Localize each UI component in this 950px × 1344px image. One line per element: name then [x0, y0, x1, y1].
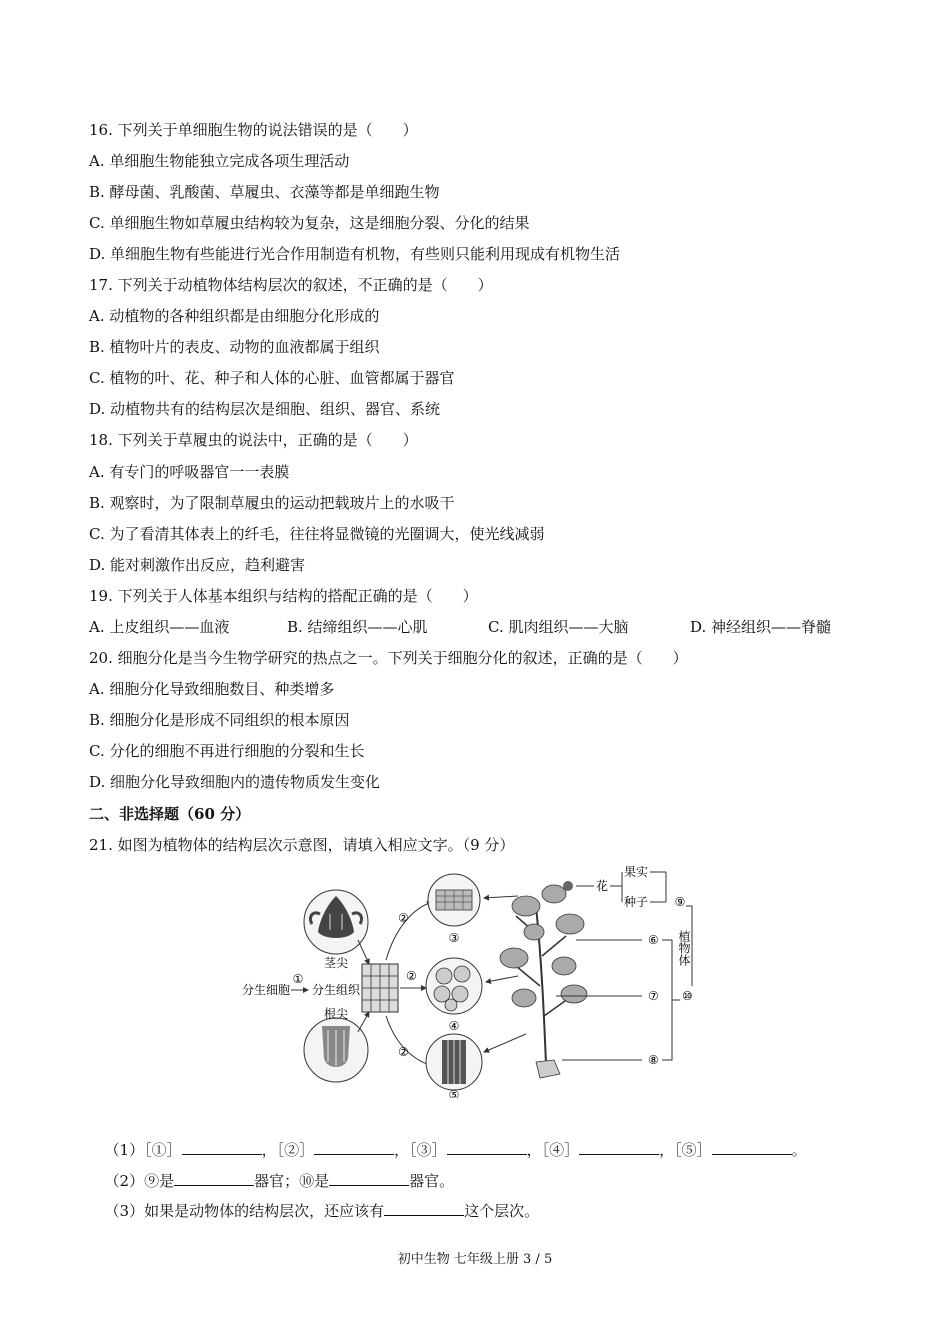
sub2-b: 器官；⑩是: [254, 1172, 330, 1190]
question-17-option-c: C. 植物的叶、花、种子和人体的心脏、血管都属于器官: [89, 369, 455, 387]
question-19-option-a: A. 上皮组织——血液: [89, 618, 230, 636]
question-17-stem: 17. 下列关于动植物体结构层次的叙述，不正确的是（ ）: [89, 276, 493, 294]
question-16-option-d: D. 单细胞生物有些能进行光合作用制造有机物，有些则只能利用现成有机物生活: [89, 245, 621, 263]
label-3: ③: [448, 931, 460, 945]
sub1-item-5: ，［⑤］: [659, 1141, 712, 1159]
stem-tip-illustration: [304, 890, 368, 954]
question-20-option-a: A. 细胞分化导致细胞数目、种类增多: [89, 680, 335, 698]
question-18-stem: 18. 下列关于草履虫的说法中，正确的是（ ）: [89, 431, 418, 449]
sub1-end: 。: [791, 1141, 807, 1159]
sub1-item-4: ，［④］: [526, 1141, 580, 1159]
question-20-option-b: B. 细胞分化是形成不同组织的根本原因: [89, 711, 350, 729]
meristem-tissue-label: 分生组织: [312, 983, 361, 997]
question-20-option-d: D. 细胞分化导致细胞内的遗传物质发生变化: [89, 773, 381, 791]
question-19-option-c: C. 肌肉组织——大脑: [488, 618, 629, 636]
answer-blank-8[interactable]: [384, 1201, 464, 1216]
question-20-option-c: C. 分化的细胞不再进行细胞的分裂和生长: [89, 742, 365, 760]
sub2-c: 器官。: [409, 1172, 455, 1190]
stem-tip-label: 茎尖: [323, 956, 349, 970]
question-21-sub-3: [95, 1181, 539, 1221]
label-2-top: ②: [398, 911, 409, 925]
answer-blank-3[interactable]: [447, 1140, 527, 1155]
label-8: ⑧: [648, 1053, 659, 1067]
section-heading: 二、非选择题（60 分）: [89, 805, 251, 823]
question-19-option-d: D. 神经组织——脊髓: [690, 618, 832, 636]
root-tip-label: 根尖: [323, 1007, 349, 1021]
question-20-stem: 20. 细胞分化是当今生物学研究的热点之一。下列关于细胞分化的叙述，正确的是（ ）: [89, 649, 688, 667]
fruit-label: 果实: [624, 866, 649, 879]
question-16-option-c: C. 单细胞生物如草履虫结构较为复杂，这是细胞分裂、分化的结果: [89, 214, 530, 232]
flower-label: 花: [596, 879, 609, 893]
sub2-a: （2）⑨是: [104, 1172, 175, 1190]
question-18-option-b: B. 观察时，为了限制草履虫的运动把载玻片上的水吸干: [89, 494, 455, 512]
label-1: ①: [292, 972, 304, 986]
label-2-bottom: ②: [398, 1045, 409, 1059]
label-7: ⑦: [648, 989, 659, 1003]
seed-label: 种子: [624, 895, 649, 909]
label-2-mid: ②: [406, 969, 417, 983]
page-footer: 初中生物 七年级上册 3 / 5: [397, 1252, 553, 1267]
question-17-option-d: D. 动植物共有的结构层次是细胞、组织、器官、系统: [89, 400, 441, 418]
question-17-option-b: B. 植物叶片的表皮、动物的血液都属于组织: [89, 338, 380, 356]
question-16-option-a: A. 单细胞生物能独立完成各项生理活动: [89, 152, 350, 170]
tissue-4-illustration: [426, 958, 482, 1014]
sub1-item-2: ，［②］: [261, 1141, 315, 1159]
label-5: ⑤: [448, 1088, 460, 1098]
answer-blank-4[interactable]: [579, 1140, 659, 1155]
label-9: ⑨: [674, 895, 686, 909]
sub1-item-1: ［①］: [144, 1141, 182, 1159]
sub3-b: 这个层次。: [464, 1202, 540, 1220]
question-18-option-c: C. 为了看清其体表上的纤毛，往往将显微镜的光圈调大，使光线减弱: [89, 525, 545, 543]
answer-blank-5[interactable]: [712, 1140, 792, 1155]
question-18-option-d: D. 能对刺激作出反应，趋利避害: [89, 556, 306, 574]
question-21-stem: 21. 如图为植物体的结构层次示意图，请填入相应文字。（9 分）: [89, 836, 515, 854]
sub1-item-3: ，［③］: [394, 1141, 447, 1159]
plant-structure-diagram: [236, 866, 696, 1098]
label-4: ④: [448, 1019, 460, 1033]
question-17-option-a: A. 动植物的各种组织都是由细胞分化形成的: [89, 307, 380, 325]
question-16-option-b: B. 酵母菌、乳酸菌、草履虫、衣藻等都是单细跑生物: [89, 183, 440, 201]
label-6: ⑥: [648, 933, 659, 947]
meristem-tissue-cells: [362, 964, 398, 1012]
question-16-stem: 16. 下列关于单细胞生物的说法错误的是（ ）: [89, 121, 418, 139]
root-tip-illustration: [304, 1018, 368, 1082]
tissue-3-illustration: [428, 874, 480, 926]
sub3-a: （3）如果是动物体的结构层次，还应该有: [104, 1202, 385, 1220]
plant-illustration: [500, 881, 587, 1078]
meristem-cell-label: 分生细胞: [242, 983, 291, 997]
question-19-stem: 19. 下列关于人体基本组织与结构的搭配正确的是（ ）: [89, 587, 478, 605]
question-19-option-b: B. 结缔组织——心肌: [287, 618, 428, 636]
label-10: ⑩: [682, 989, 693, 1003]
plant-body-label: 植物体: [677, 930, 691, 966]
tissue-5-illustration: [426, 1034, 482, 1090]
question-18-option-a: A. 有专门的呼吸器官一一表膜: [89, 463, 290, 481]
sub1-prefix: （1）: [104, 1141, 145, 1159]
